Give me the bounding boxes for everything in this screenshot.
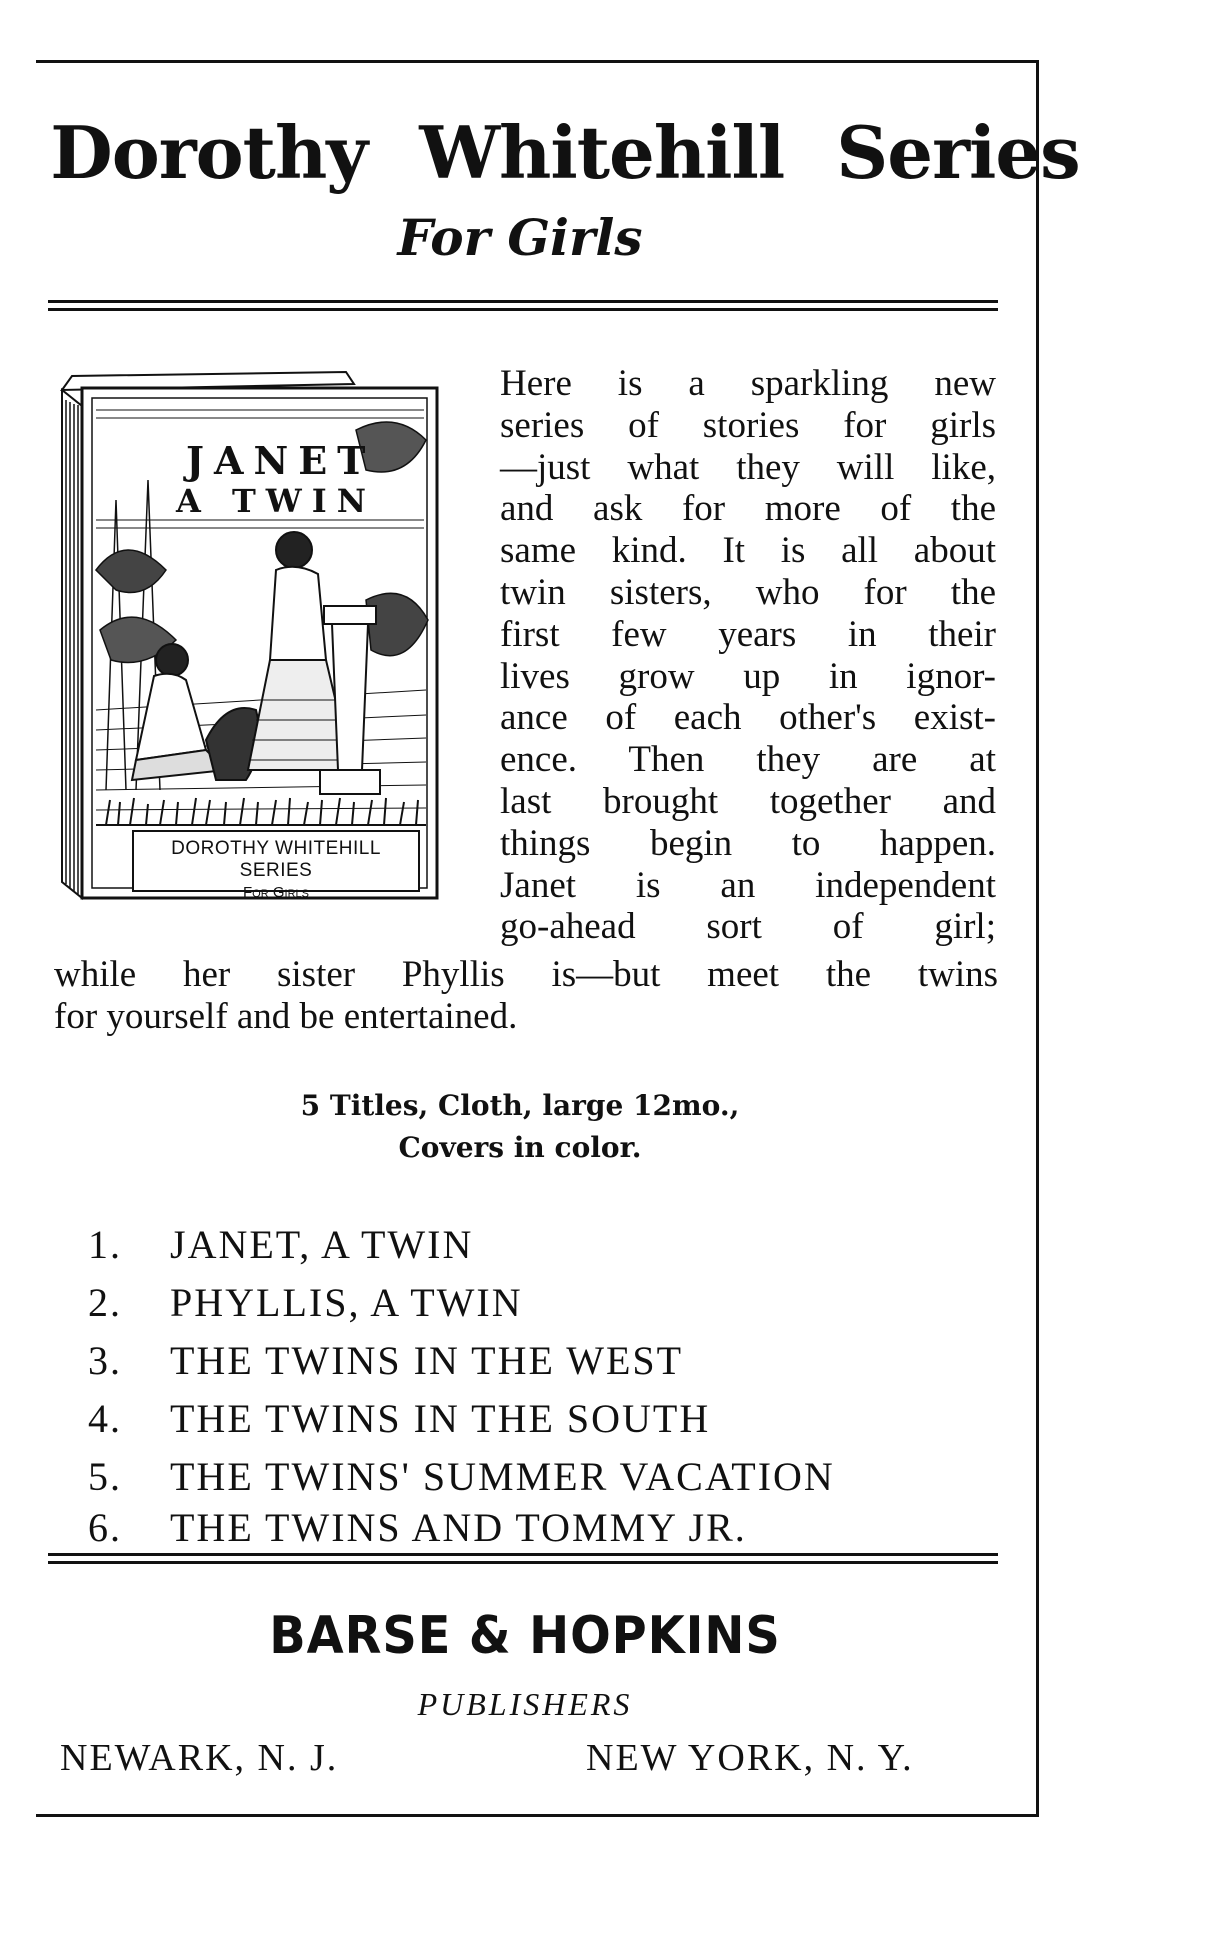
description-line: last brought together and: [500, 780, 996, 822]
title-name: THE TWINS' SUMMER VACATION: [170, 1454, 835, 1499]
edition-specs: [0, 1085, 1040, 1169]
title-number: 4.: [88, 1396, 122, 1441]
top-double-rule: [48, 300, 998, 311]
cover-label-series: DOROTHY WHITEHILL SERIES: [171, 838, 381, 881]
bottom-double-rule: [48, 1553, 998, 1564]
description-line: first few years in their: [500, 613, 996, 655]
list-item: [88, 1274, 1008, 1332]
description-continuation: [54, 954, 998, 1038]
description-line: go-ahead sort of girl;: [500, 906, 996, 948]
title-name: THE TWINS IN THE WEST: [170, 1338, 684, 1383]
publisher-name: BARSE & HOPKINS: [269, 1606, 781, 1666]
title-list: [88, 1216, 1008, 1550]
description-line: series of stories for girls: [500, 404, 996, 446]
title-number: 2.: [88, 1280, 122, 1325]
title-number: 6.: [88, 1505, 122, 1550]
description-line: —just what they will like,: [500, 446, 996, 488]
description-line: things begin to happen.: [500, 822, 996, 864]
publisher-city-new-york: NEW YORK, N. Y.: [586, 1737, 914, 1779]
title-number: 3.: [88, 1338, 122, 1383]
title-name: THE TWINS AND TOMMY JR.: [170, 1505, 747, 1550]
description-line: twin sisters, who for the: [500, 571, 996, 613]
description-line: and ask for more of the: [500, 488, 996, 530]
title-name: THE TWINS IN THE SOUTH: [170, 1396, 711, 1441]
description-line: lives grow up in ignor-: [500, 655, 996, 697]
list-item: [88, 1448, 1008, 1506]
cover-title-line2: A TWIN: [176, 482, 376, 520]
description-line: while her sister Phyllis is—but meet the twins: [54, 954, 998, 995]
description-line: same kind. It is all about: [500, 530, 996, 572]
description-line: ence. Then they are at: [500, 739, 996, 781]
description-line: Here is a sparkling new: [500, 363, 996, 404]
cover-label-box: [132, 830, 420, 901]
publisher-role: PUBLISHERS: [417, 1686, 633, 1722]
description-line: Janet is an independent: [500, 864, 996, 906]
title-name: JANET, A TWIN: [170, 1222, 474, 1267]
description-line: ance of each other's exist-: [500, 697, 996, 739]
specs-line-format: 5 Titles, Cloth, large 12mo.,: [300, 1089, 740, 1122]
series-subtitle: For Girls: [397, 208, 643, 267]
cover-label-audience: For Girls: [243, 884, 309, 901]
specs-line-covers: Covers in color.: [398, 1131, 642, 1164]
list-item: [88, 1390, 1008, 1448]
title-name: PHYLLIS, A TWIN: [170, 1280, 523, 1325]
title-number: 5.: [88, 1454, 122, 1499]
list-item: [88, 1216, 1008, 1274]
publisher-city-newark: NEWARK, N. J.: [60, 1737, 339, 1779]
title-number: 1.: [88, 1222, 122, 1267]
description-column: [500, 363, 996, 948]
cover-title-line1: JANET: [186, 438, 376, 483]
description-line: for yourself and be entertained.: [54, 996, 518, 1037]
book-cover-illustration: [56, 370, 441, 910]
list-item: [88, 1332, 1008, 1390]
series-title: Dorothy Whitehill Series: [50, 110, 1080, 195]
list-item: [88, 1506, 1008, 1550]
